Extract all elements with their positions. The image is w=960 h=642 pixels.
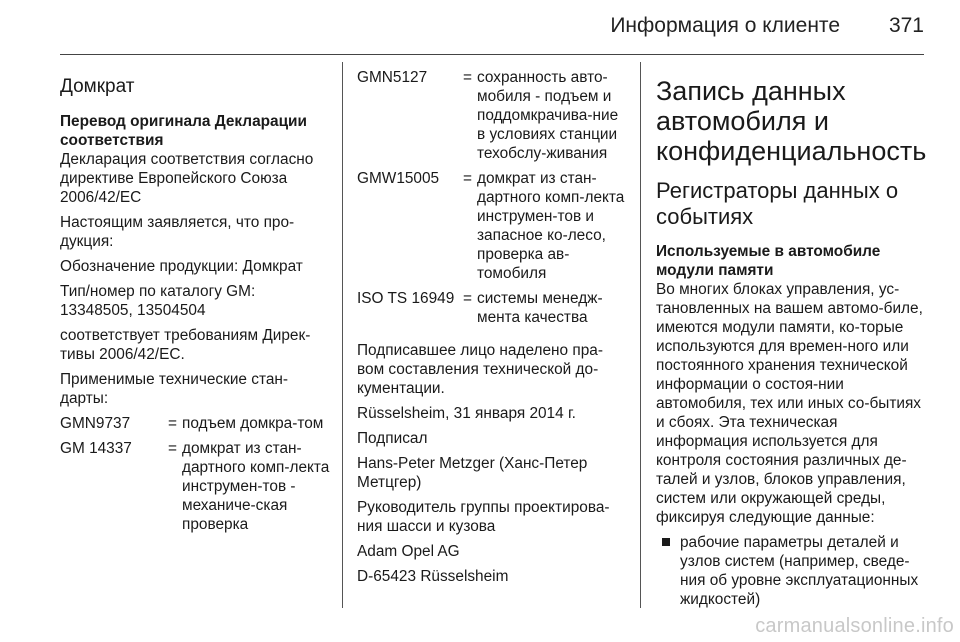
spec-equals: = [463, 170, 472, 187]
spec-code: GM 14337 [60, 440, 132, 457]
paragraph: Обозначение продукции: Домкрат [60, 258, 303, 275]
spec-equals: = [168, 415, 177, 432]
paragraph: соответствует требованиям Дирек-тивы 2006/42/EC. [60, 327, 311, 363]
section-title-jack: Домкрат [60, 76, 135, 97]
column-1 [60, 76, 332, 612]
column-divider-2 [640, 62, 641, 608]
bullet-text: рабочие параметры деталей и узлов систем (например, сведе-ния об уровне эксплуатационных жидкостей) [680, 534, 919, 608]
subheading-memory-modules: Используемые в автомобиле модули памяти [656, 243, 881, 279]
spec-row [357, 68, 629, 163]
paragraph: D-65423 Rüsselsheim [357, 568, 509, 585]
spec-row [357, 289, 629, 327]
paragraph: Подписал [357, 430, 428, 447]
spec-code: GMN5127 [357, 69, 428, 86]
spec-code: GMN9737 [60, 415, 131, 432]
column-2 [357, 68, 629, 612]
paragraph: Hans-Peter Metzger (Ханс-Петер Метцгер) [357, 455, 588, 491]
subheading-declaration: Перевод оригинала Декларации соответствия [60, 113, 307, 149]
bullet-item [656, 533, 926, 609]
page-number: 371 [888, 14, 924, 37]
page-header-title: Информация о клиенте [610, 14, 840, 37]
paragraph: Подписавшее лицо наделено пра-вом составления технической до-кументации. [357, 342, 603, 397]
spec-description: домкрат из стан-дартного комп-лекта инструмен-тов и запасное ко-лесо, проверка ав-томобиля [477, 170, 625, 282]
paragraph: Настоящим заявляется, что про-дукция: [60, 214, 295, 250]
header-divider [60, 54, 924, 55]
spec-equals: = [463, 69, 472, 86]
spec-description: домкрат из стан-дартного комп-лекта инструмен-тов - механиче-ская проверка [182, 440, 330, 533]
spec-code: GMW15005 [357, 170, 440, 187]
column-3 [656, 76, 926, 612]
paragraph: Adam Opel AG [357, 543, 460, 560]
spec-description: подъем домкра-том [182, 415, 324, 432]
spec-description: системы менедж-мента качества [477, 290, 603, 326]
paragraph: Rüsselsheim, 31 января 2014 г. [357, 405, 576, 422]
spec-equals: = [463, 290, 472, 307]
paragraph: Тип/номер по каталогу GM: 13348505, 13504504 [60, 283, 256, 319]
column-divider-1 [342, 62, 343, 608]
heading-data-recording: Запись данных автомобиля и конфиденциальность [656, 76, 927, 166]
heading-event-recorders: Регистраторы данных о событиях [656, 178, 899, 229]
paragraph: Применимые технические стан-дарты: [60, 371, 289, 407]
paragraph: Во многих блоках управления, ус-тановленных на вашем автомо-биле, имеются модули памяти, ко-торые используются для времен-ного или постоянного хранения технической информации о состоя-нии автомобиля, тех или иных со-бытиях и сбоях. Эта техническая информация используется для контроля состояния различных де-талей и узлов, блоков управления, систем или окружающей среды, фиксируя следующие данные: [656, 281, 923, 526]
spec-row [60, 414, 332, 433]
spec-equals: = [168, 440, 177, 457]
paragraph: Руководитель группы проектирова-ния шасси и кузова [357, 499, 610, 535]
spec-description: сохранность авто-мобиля - подъем и поддомкрачива-ние в условиях станции техобслу-живания [477, 69, 619, 162]
bullet-square-icon [662, 538, 670, 546]
spec-row [60, 439, 332, 534]
paragraph: Декларация соответствия согласно директиве Европейского Союза 2006/42/EC [60, 151, 314, 206]
watermark: carmanualsonline.info [755, 615, 954, 637]
spec-row [357, 169, 629, 283]
spec-code: ISO TS 16949 [357, 290, 455, 307]
